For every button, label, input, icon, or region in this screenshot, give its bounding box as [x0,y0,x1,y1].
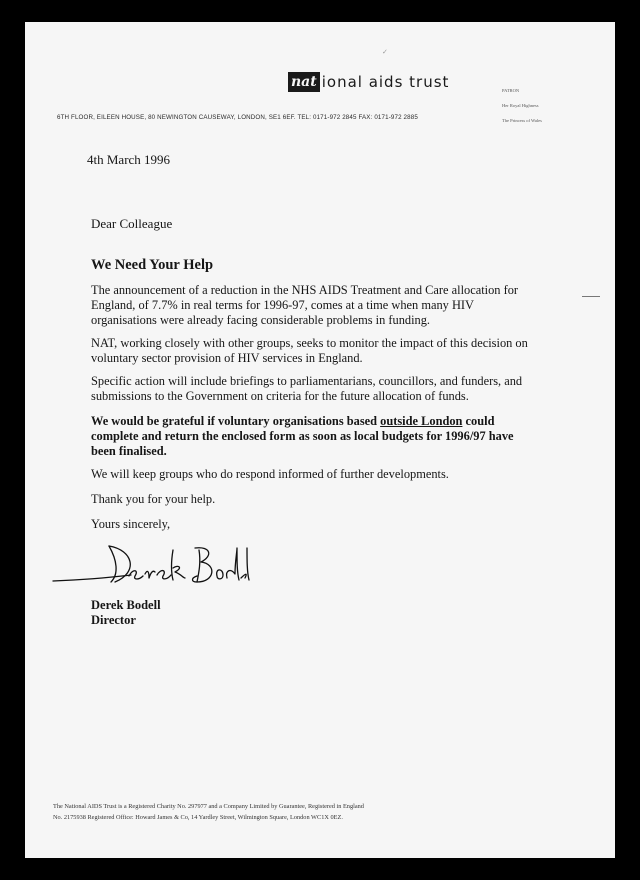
letter-date: 4th March 1996 [87,152,171,167]
letterhead-address: 6TH FLOOR, EILEEN HOUSE, 80 NEWINGTON CAUSEWAY, LONDON, SE1 6EF. TEL: 0171-972 2845 FAX: 0171-972 2885 [57,114,418,121]
margin-tick: ✓ [382,48,388,56]
paragraph-4 [91,414,541,459]
nat-logo [288,72,449,92]
paragraph-2: NAT, working closely with other groups, seeks to monitor the impact of this decision on voluntary sector provision of HIV services in England. [91,336,528,365]
paragraph-4-start: We would be grateful if voluntary organisations based [91,414,381,428]
closing: Yours sincerely, [91,517,171,531]
outside-london-underlined: outside London [380,414,463,428]
footer-line-1: The National AIDS Trust is a Registered Charity No. 297977 and a Company Limited by Guarantee, Registered in England [53,803,364,810]
paragraph-1: The announcement of a reduction in the NHS AIDS Treatment and Care allocation for England, of 7.7% in real terms for 1996-97, comes at a time when many HIV organisations were already facing considerable problems in funding. [91,283,519,327]
patron-block [502,83,542,128]
handwritten-signature [51,538,251,594]
signer-name: Derek Bodell [91,598,161,612]
salutation: Dear Colleague [91,216,173,231]
paragraph-3: Specific action will include briefings to parliamentarians, councillors, and funders, and submissions to the Government on criteria for the future allocation of funds. [91,374,523,403]
patron-line-1: Her Royal Highness [502,103,539,108]
footer-line-2: No. 2175938 Registered Office: Howard James & Co, 14 Yardley Street, Wilmington Square, London WC1X 0EZ. [53,814,343,821]
patron-line-2: The Princess of Wales [502,118,542,123]
signer-title: Director [91,613,136,627]
fold-mark [582,296,600,297]
letter-heading: We Need Your Help [91,257,214,273]
patron-label: PATRON [502,88,520,93]
footer-legal [53,801,364,823]
signer-block [91,598,161,628]
logo-box: nat [288,72,320,92]
logo-text: ional aids trust [321,73,450,91]
paragraph-4-end: could complete and return the enclosed form as soon as local budgets for 1996/97 have been finalised. [91,414,514,458]
paragraph-5: We will keep groups who do respond informed of further developments. [91,467,449,481]
paragraph-6: Thank you for your help. [91,492,216,506]
letter-page [25,22,615,858]
